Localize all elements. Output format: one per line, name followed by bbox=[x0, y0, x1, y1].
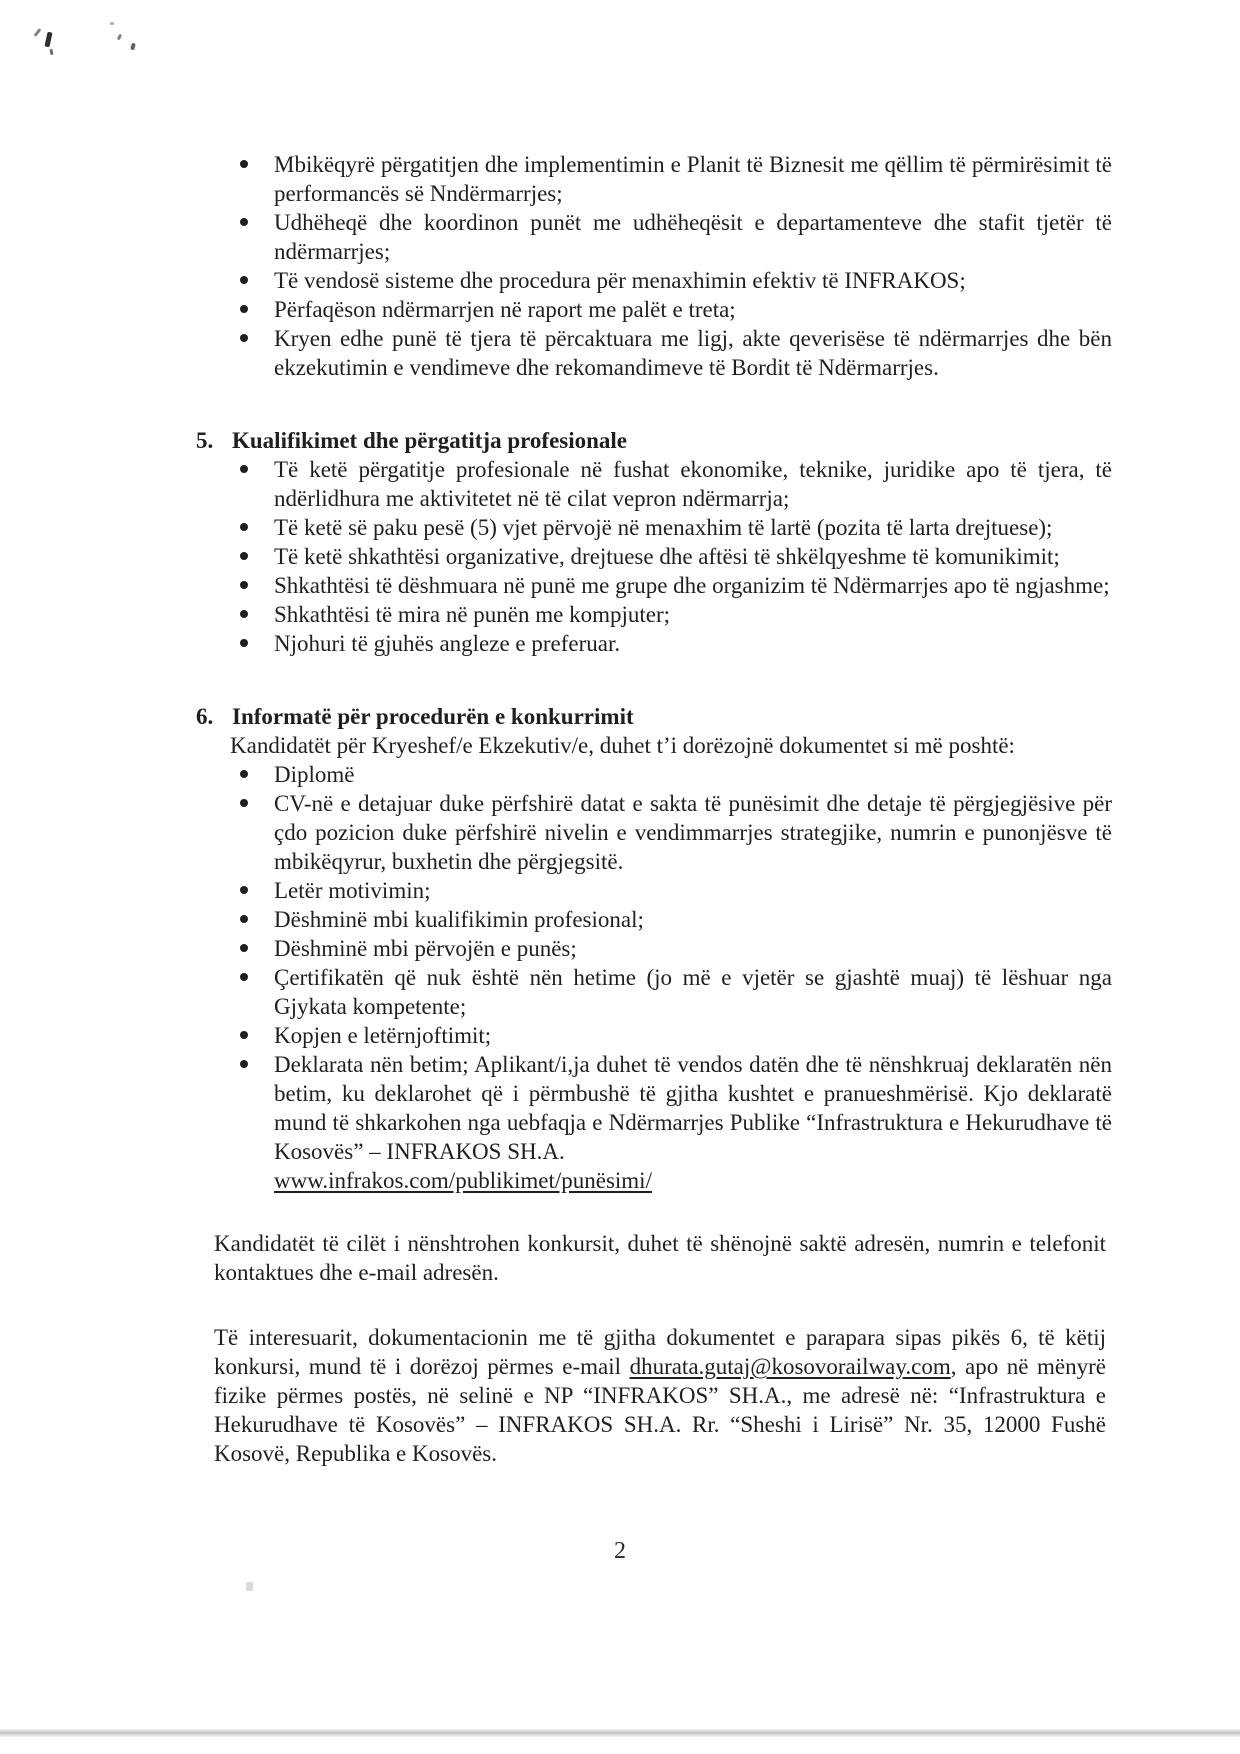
section-6-intro: Kandidatët për Kryeshef/e Ekzekutiv/e, duhet t’i dorëzojnë dokumentet si më poshtë: bbox=[230, 733, 1015, 758]
document-body bbox=[196, 150, 1112, 1468]
closing-paragraph-address: Kandidatët të cilët i nënshtrohen konkursit, duhet të shënojnë saktë adresën, numrin e telefonit kontaktues dhe e-mail adresën. bbox=[214, 1231, 1106, 1285]
bullet-icon bbox=[240, 305, 248, 313]
section-number: 6. bbox=[196, 704, 214, 729]
list-item-text: Të ketë shkathtësi organizative, drejtuese dhe aftësi të shkëlqyeshme të komunikimit; bbox=[274, 544, 1060, 569]
list-item-text: Dëshminë mbi kualifikimin profesional; bbox=[274, 907, 644, 932]
contact-email-link: dhurata.gutaj@kosovorailway.com bbox=[629, 1354, 951, 1379]
bullet-icon bbox=[240, 799, 248, 807]
list-item-text: Mbikëqyrë përgatitjen dhe implementimin e Planit të Biznesit me qëllim të përmirësimit të performancës së Nndërmarrjes; bbox=[274, 152, 1112, 206]
bullet-icon bbox=[240, 770, 248, 778]
list-item-text: Çertifikatën që nuk është nën hetime (jo më e vjetër se gjashtë muaj) të lëshuar nga Gjykata kompetente; bbox=[274, 965, 1112, 1019]
list-item bbox=[196, 1021, 1112, 1050]
scan-speck bbox=[130, 43, 136, 51]
bullet-icon bbox=[240, 218, 248, 226]
list-item bbox=[196, 455, 1112, 513]
scan-speck bbox=[110, 22, 114, 25]
scan-speck bbox=[44, 32, 52, 48]
bullet-icon bbox=[240, 160, 248, 168]
list-item-text: Dëshminë mbi përvojën e punës; bbox=[274, 936, 577, 961]
bullet-icon bbox=[240, 1031, 248, 1039]
list-item-text: Udhëheqë dhe koordinon punët me udhëheqësit e departamenteve dhe stafit tjetër të ndërmarrjes; bbox=[274, 210, 1112, 264]
scan-speck bbox=[50, 49, 54, 55]
list-item-text: Të vendosë sisteme dhe procedura për menaxhimin efektiv të INFRAKOS; bbox=[274, 268, 966, 293]
list-item-text: Letër motivimin; bbox=[274, 878, 431, 903]
list-item bbox=[196, 266, 1112, 295]
section-6-heading bbox=[196, 702, 1112, 731]
list-item-text: Të ketë së paku pesë (5) vjet përvojë në menaxhim të lartë (pozita të larta drejtuese); bbox=[274, 515, 1053, 540]
list-item-text: Të ketë përgatitje profesionale në fushat ekonomike, teknike, juridike apo të tjera, të ndërlidhura me aktivitetet në të cilat vepron ndërmarrja; bbox=[274, 457, 1112, 511]
scan-edge-artifact bbox=[0, 1729, 1240, 1737]
bullet-icon bbox=[240, 1060, 248, 1068]
bullet-icon bbox=[240, 944, 248, 952]
list-item-text: Njohuri të gjuhës angleze e preferuar. bbox=[274, 631, 621, 656]
bullet-icon bbox=[240, 973, 248, 981]
publication-url-link: www.infrakos.com/publikimet/punësimi/ bbox=[274, 1168, 652, 1193]
closing-paragraph-submission bbox=[214, 1323, 1106, 1468]
bullet-icon bbox=[240, 610, 248, 618]
list-item bbox=[196, 571, 1112, 600]
bullet-icon bbox=[240, 639, 248, 647]
bullet-icon bbox=[240, 581, 248, 589]
list-item bbox=[196, 600, 1112, 629]
bullet-icon bbox=[240, 465, 248, 473]
submission-text-before: Të interesuarit, dokumentacionin me të gjitha dokumentet e parapara sipas pikës 6, të këtij konkursi, mund të i dorëzoj përmes e-mail bbox=[214, 1325, 1106, 1379]
bullet-icon bbox=[240, 886, 248, 894]
section-number: 5. bbox=[196, 428, 214, 453]
bullet-icon bbox=[240, 334, 248, 342]
list-item-text: Shkathtësi të mira në punën me kompjuter; bbox=[274, 602, 671, 627]
duties-list bbox=[196, 150, 1112, 382]
list-item-text: Kopjen e letërnjoftimit; bbox=[274, 1023, 492, 1048]
documents-list bbox=[196, 760, 1112, 1195]
bullet-icon bbox=[240, 523, 248, 531]
list-item bbox=[196, 963, 1112, 1021]
bullet-icon bbox=[240, 915, 248, 923]
list-item bbox=[196, 934, 1112, 963]
list-item bbox=[196, 905, 1112, 934]
list-item-declaration bbox=[196, 1050, 1112, 1195]
list-item bbox=[196, 513, 1112, 542]
list-item-text: Diplomë bbox=[274, 762, 355, 787]
list-item bbox=[196, 150, 1112, 208]
list-item bbox=[196, 789, 1112, 876]
list-item bbox=[196, 876, 1112, 905]
list-item-text: CV-në e detajuar duke përfshirë datat e sakta të punësimit dhe detaje të përgjegjësive për çdo pozicion duke përfshirë nivelin e vendimmarrjes strategjike, numrin e punonjësve të mbikëqyrur, buxhetin dhe përgjegsitë. bbox=[274, 791, 1112, 874]
list-item bbox=[196, 760, 1112, 789]
scan-speck bbox=[117, 34, 122, 41]
bullet-icon bbox=[240, 276, 248, 284]
submission-text-after: , apo në mënyrë fizike përmes postës, në selinë e NP “INFRAKOS” SH.A., me adresë në: “Infrastruktura e Hekurudhave të Kosovës” – INFRAKOS SH.A. Rr. “Sheshi i Lirisë” Nr. 35, 12000 Fushë Kosovë, Republika e Kosovës. bbox=[214, 1354, 1106, 1466]
list-item bbox=[196, 295, 1112, 324]
scan-speck bbox=[34, 28, 42, 37]
section-5-heading bbox=[196, 426, 1112, 455]
list-item-text: Përfaqëson ndërmarrjen në raport me palët e treta; bbox=[274, 297, 736, 322]
bullet-icon bbox=[240, 552, 248, 560]
list-item bbox=[196, 208, 1112, 266]
scan-speck bbox=[246, 1582, 253, 1591]
list-item bbox=[196, 542, 1112, 571]
section-title: Kualifikimet dhe përgatitja profesionale bbox=[232, 428, 628, 453]
page-number: 2 bbox=[614, 1538, 626, 1564]
list-item bbox=[196, 324, 1112, 382]
declaration-text: Deklarata nën betim; Aplikant/i,ja duhet të vendos datën dhe të nënshkruaj deklaratën nën betim, ku deklarohet që i përmbushë të gjitha kushtet e pranueshmërisë. Kjo deklaratë mund të shkarkohen nga uebfaqja e Ndërmarrjes Publike “Infrastruktura e Hekurudhave të Kosovës” – INFRAKOS SH.A. bbox=[274, 1052, 1112, 1164]
list-item-text: Kryen edhe punë të tjera të përcaktuara me ligj, akte qeverisëse të ndërmarrjes dhe bën ekzekutimin e vendimeve dhe rekomandimeve të Bordit të Ndërmarrjes. bbox=[274, 326, 1112, 380]
list-item-text: Shkathtësi të dëshmuara në punë me grupe dhe organizim të Ndërmarrjes apo të ngjashme; bbox=[274, 573, 1110, 598]
list-item bbox=[196, 629, 1112, 658]
qualifications-list bbox=[196, 455, 1112, 658]
section-title: Informatë për procedurën e konkurrimit bbox=[232, 704, 634, 729]
